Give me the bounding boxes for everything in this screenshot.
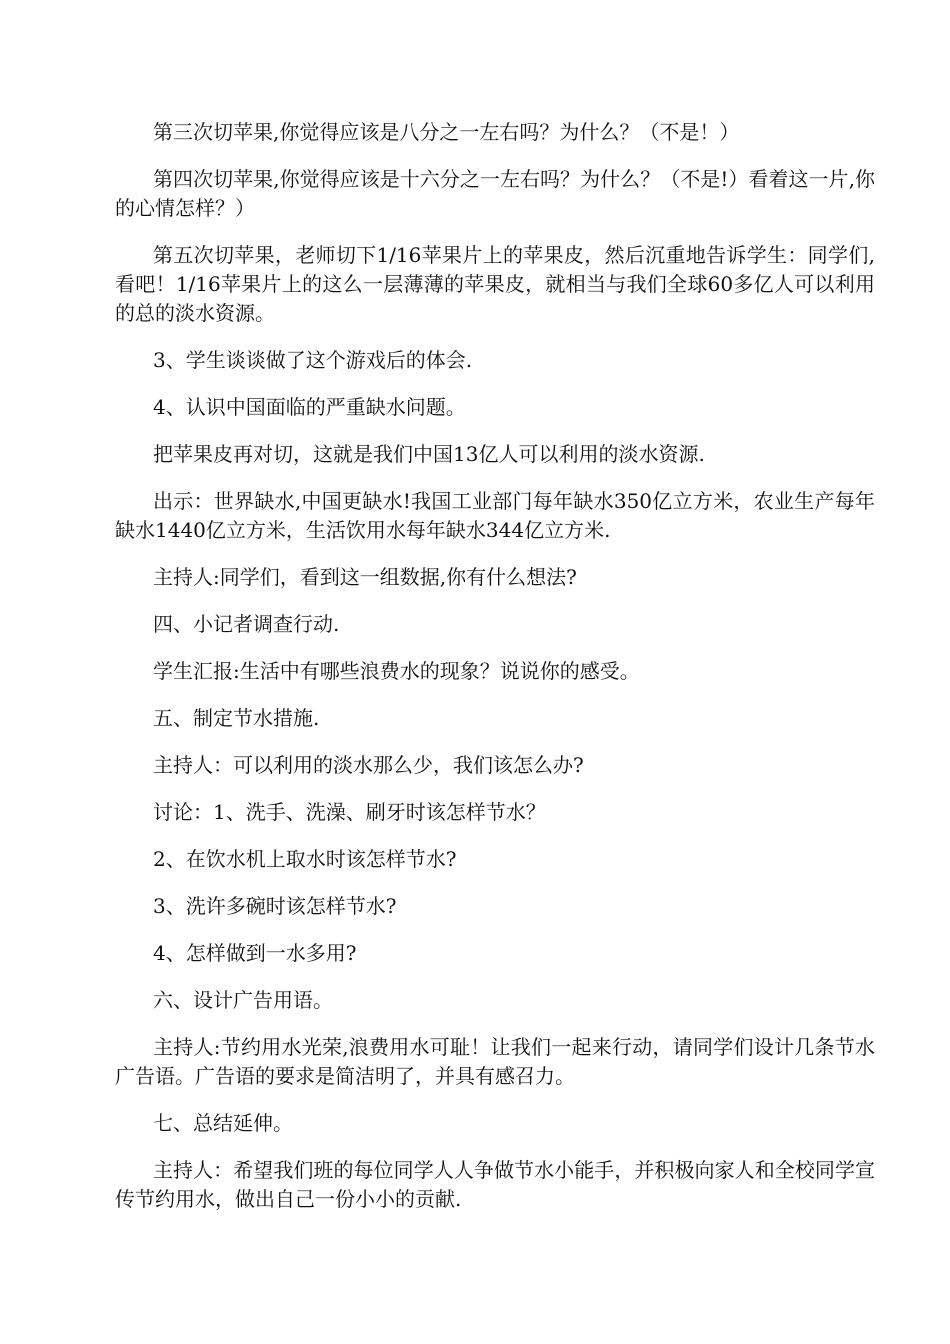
paragraph-host-question-data: 主持人:同学们，看到这一组数据,你有什么想法? xyxy=(153,565,577,589)
paragraph-third-apple-cut: 第三次切苹果,你觉得应该是八分之一左右吗？为什么？（不是！） xyxy=(153,120,740,144)
document-body xyxy=(115,118,875,1232)
paragraph-fourth-apple-cut: 第四次切苹果,你觉得应该是十六分之一左右吗？为什么？（不是!）看着这一片,你的心情怎样？） xyxy=(115,167,875,220)
paragraph-student-report: 学生汇报:生活中有哪些浪费水的现象？说说你的感受。 xyxy=(153,659,640,683)
section-heading-water-saving-measures: 五、制定节水措施. xyxy=(153,706,320,730)
paragraph-fifth-apple-cut: 第五次切苹果，老师切下1/16苹果片上的苹果皮，然后沉重地告诉学生：同学们,看吧！1/16苹果片上的这么一层薄薄的苹果皮，就相当与我们全球60多亿人可以利用的总的淡水资源。 xyxy=(115,243,875,325)
paragraph-apple-peel-china: 把苹果皮再对切，这就是我们中国13亿人可以利用的淡水资源. xyxy=(153,442,705,466)
section-heading-summary: 七、总结延伸。 xyxy=(153,1111,293,1135)
paragraph-host-ad-slogans: 主持人:节约用水光荣,浪费用水可耻！让我们一起来行动，请同学们设计几条节水广告语。广告语的要求是简洁明了，并具有感召力。 xyxy=(115,1035,875,1088)
section-heading-ad-slogans: 六、设计广告用语。 xyxy=(153,988,333,1012)
section-heading-reporter-survey: 四、小记者调查行动. xyxy=(153,612,340,636)
paragraph-china-water-shortage: 4、认识中国面临的严重缺水问题。 xyxy=(153,395,466,419)
paragraph-host-summary: 主持人：希望我们班的每位同学人人争做节水小能手，并积极向家人和全校同学宣传节约用水，做出自己一份小小的贡献. xyxy=(115,1158,875,1211)
paragraph-discussion-2: 2、在饮水机上取水时该怎样节水? xyxy=(153,847,457,871)
paragraph-water-statistics: 出示：世界缺水,中国更缺水!我国工业部门每年缺水350亿立方米，农业生产每年缺水1440亿立方米，生活饮用水每年缺水344亿立方米. xyxy=(115,489,875,542)
paragraph-discussion-3: 3、洗许多碗时该怎样节水? xyxy=(153,894,397,918)
paragraph-host-what-to-do: 主持人：可以利用的淡水那么少，我们该怎么办? xyxy=(153,753,584,777)
paragraph-student-reflection: 3、学生谈谈做了这个游戏后的体会. xyxy=(153,348,473,372)
paragraph-discussion-1: 讨论：1、洗手、洗澡、刷牙时该怎样节水？ xyxy=(153,800,546,824)
paragraph-discussion-4: 4、怎样做到一水多用? xyxy=(153,941,357,965)
